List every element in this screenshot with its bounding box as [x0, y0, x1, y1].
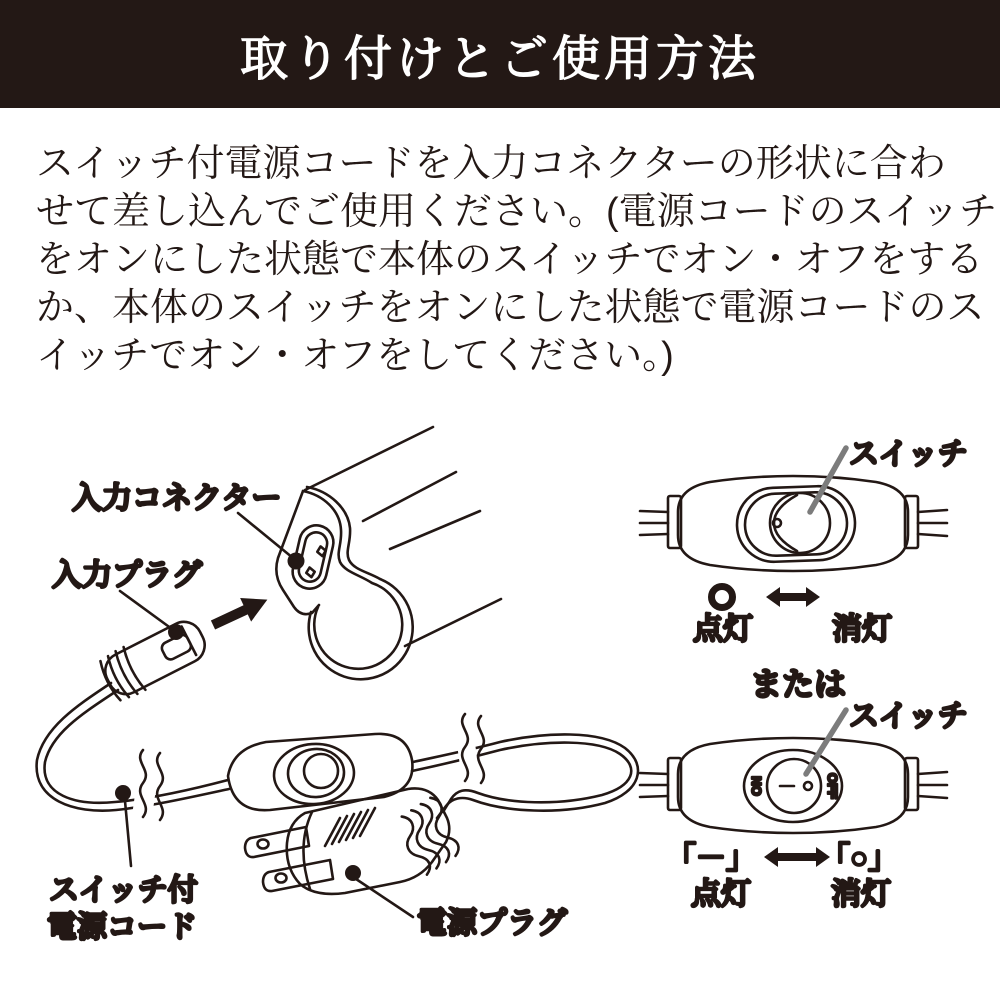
- diagram-svg: [0, 400, 1000, 1000]
- paragraph-line: イッチでオン・オフをしてください。): [36, 335, 674, 377]
- top-off-label: 消灯: [832, 613, 892, 646]
- rotary-switch-illustration: [640, 700, 968, 911]
- or-text: または: [750, 666, 847, 702]
- power-plug-illustration: [245, 788, 568, 940]
- device-illustration: [72, 427, 501, 679]
- instruction-paragraph: [36, 140, 998, 380]
- double-arrow-icon: [766, 587, 820, 607]
- input-plug-illustration: [37, 559, 273, 820]
- cord-break-mark: [132, 750, 162, 820]
- pushbutton-switch-illustration: [640, 438, 968, 646]
- insert-arrow-icon: [208, 588, 273, 637]
- cord-break-mark: [455, 714, 484, 783]
- switch-cord-label-line2: 電源コード: [47, 911, 197, 944]
- input-connector-label: 入力コネクター: [72, 482, 282, 515]
- power-plug-dot: [345, 865, 361, 881]
- paragraph-line: か、本体のスイッチをオンにした状態で電源コードのス: [36, 287, 985, 329]
- bracket-minus-label: 「－」: [666, 842, 756, 875]
- top-on-label: 点灯: [693, 613, 753, 646]
- header-bar: [0, 0, 1000, 108]
- bottom-off-label: 消灯: [831, 878, 891, 911]
- paragraph-line: せて差し込んでご使用ください。(電源コードのスイッチ: [36, 191, 998, 233]
- paragraph-line: スイッチ付電源コードを入力コネクターの形状に合わ: [36, 143, 946, 185]
- input-plug-label: 入力プラグ: [52, 559, 202, 592]
- rotary-off-text: OFF: [825, 773, 840, 799]
- switch-label-top: スイッチ: [849, 438, 968, 471]
- switch-pointer-line: [806, 710, 846, 774]
- bracket-circle-label: 「○」: [820, 842, 899, 875]
- page-title: 取り付けとご使用方法: [239, 32, 760, 86]
- on-indicator-ring-icon: [712, 587, 733, 608]
- paragraph-line: をオンにした状態で本体のスイッチでオン・オフをする: [36, 239, 984, 281]
- bottom-on-label: 点灯: [691, 878, 751, 911]
- switch-label-bottom: スイッチ: [849, 700, 968, 733]
- rotary-on-text: ON: [749, 776, 764, 796]
- power-plug-label: 電源プラグ: [417, 907, 567, 940]
- switch-cord-label-line1: スイッチ付: [49, 874, 198, 907]
- switch-cord-dot: [115, 785, 131, 801]
